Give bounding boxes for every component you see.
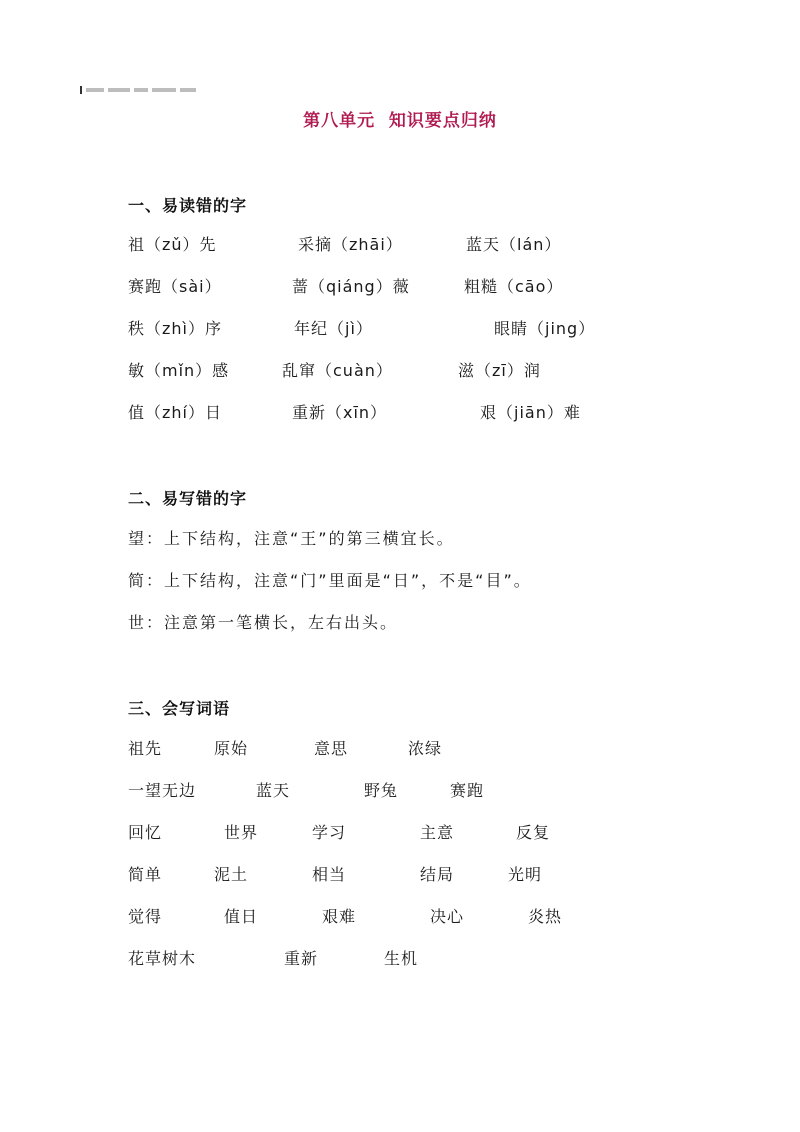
table-row: [0, 862, 800, 886]
word-item: 生机: [384, 949, 419, 968]
table-row: [0, 946, 800, 970]
header-mark-bar: [86, 88, 104, 92]
word-item: 乱窜（cuàn）: [282, 361, 393, 380]
table-row: [0, 904, 800, 928]
table-row: [0, 274, 800, 298]
word-item: 祖先: [128, 739, 163, 758]
table-row: [0, 400, 800, 424]
word-item: 值（zhí）日: [128, 403, 222, 422]
word-item: 秩（zhì）序: [128, 319, 222, 338]
word-item: 学习: [312, 823, 347, 842]
word-item: 世界: [224, 823, 259, 842]
word-item: 野兔: [364, 781, 399, 800]
word-item: 采摘（zhāi）: [298, 235, 403, 254]
header-mark-bar: [134, 88, 148, 92]
word-item: 蔷（qiáng）薇: [292, 277, 410, 296]
table-row: [0, 232, 800, 256]
word-item: 炎热: [528, 907, 563, 926]
word-item: 蓝天: [256, 781, 291, 800]
word-item: 重新: [284, 949, 319, 968]
word-item: 光明: [508, 865, 543, 884]
section-2-heading: 二、易写错的字: [128, 489, 248, 508]
table-row: [0, 316, 800, 340]
word-item: 艰（jiān）难: [480, 403, 581, 422]
word-item: 年纪（jì）: [294, 319, 373, 338]
word-item: 相当: [312, 865, 347, 884]
word-item: 艰难: [322, 907, 357, 926]
word-item: 决心: [430, 907, 465, 926]
word-item: 赛跑: [450, 781, 485, 800]
table-row: [0, 358, 800, 382]
word-item: 眼睛（jing）: [494, 319, 596, 338]
word-item: 原始: [214, 739, 249, 758]
word-item: 值日: [224, 907, 259, 926]
word-item: 结局: [420, 865, 455, 884]
header-mark-bar: [152, 88, 176, 92]
word-item: 一望无边: [128, 781, 197, 800]
section-3-heading: 三、会写词语: [128, 699, 231, 718]
word-item: 重新（xīn）: [292, 403, 388, 422]
word-item: 意思: [314, 739, 349, 758]
table-row: [0, 736, 800, 760]
word-item: 觉得: [128, 907, 163, 926]
header-mark-bar: [180, 88, 196, 92]
word-item: 祖（zǔ）先: [128, 235, 217, 254]
word-item: 回忆: [128, 823, 163, 842]
word-item: 泥土: [214, 865, 249, 884]
word-item: 反复: [516, 823, 551, 842]
word-item: 滋（zī）润: [458, 361, 541, 380]
header-mark: [80, 88, 200, 92]
word-item: 敏（mǐn）感: [128, 361, 230, 380]
note-line: 望：上下结构，注意“王”的第三横宜长。: [128, 529, 455, 548]
word-item: 赛跑（sài）: [128, 277, 222, 296]
header-mark-bar: [108, 88, 130, 92]
word-item: 简单: [128, 865, 163, 884]
table-row: [0, 820, 800, 844]
word-item: 蓝天（lán）: [466, 235, 562, 254]
section-1-heading: 一、易读错的字: [128, 196, 248, 215]
page-title: 第八单元 知识要点归纳: [303, 111, 497, 131]
note-line: 简：上下结构，注意“门”里面是“日”，不是“目”。: [128, 571, 532, 590]
table-row: [0, 778, 800, 802]
word-item: 花草树木: [128, 949, 197, 968]
note-line: 世：注意第一笔横长，左右出头。: [128, 613, 399, 632]
word-item: 粗糙（cāo）: [464, 277, 564, 296]
word-item: 浓绿: [408, 739, 443, 758]
header-mark-tick: [80, 86, 82, 94]
word-item: 主意: [420, 823, 455, 842]
